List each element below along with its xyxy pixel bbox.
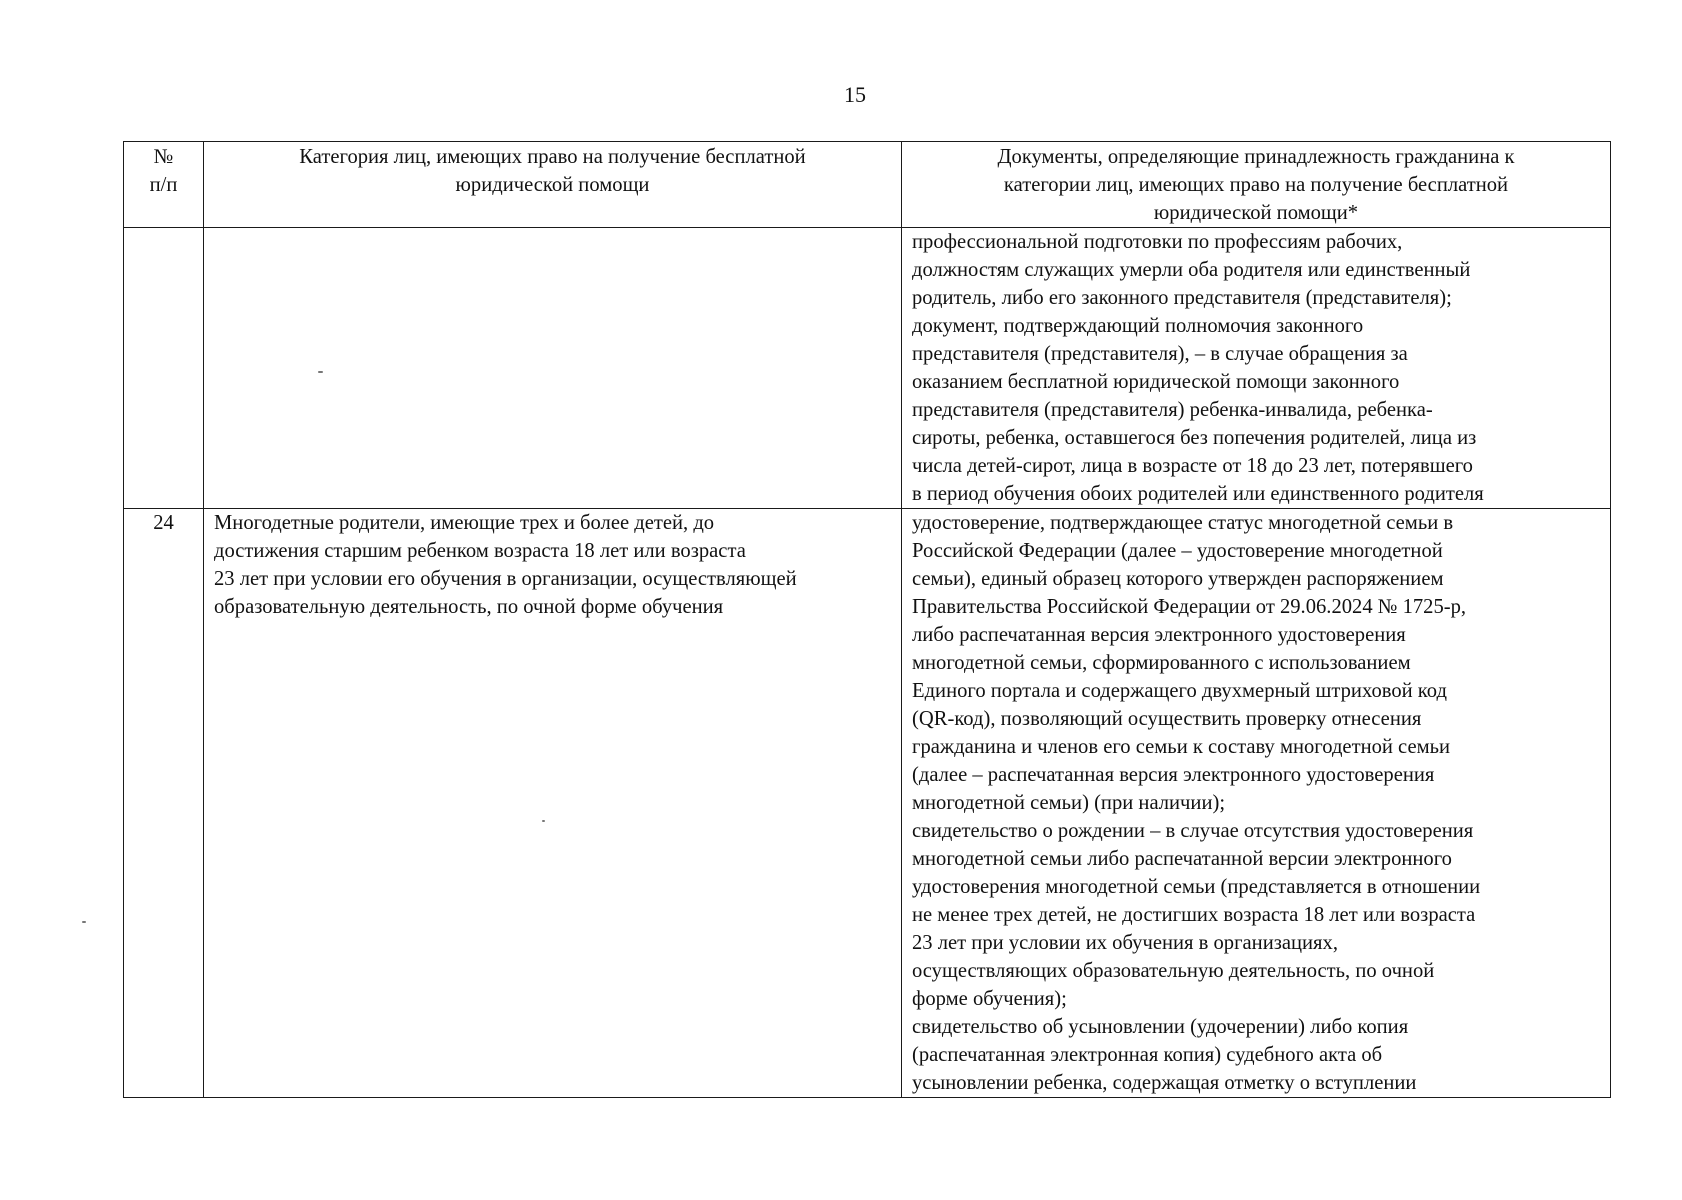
documents-line: Правительства Российской Федерации от 29.06.2024 № 1725-р, <box>912 596 1467 618</box>
documents-line: не менее трех детей, не достигших возраста 18 лет или возраста <box>912 904 1476 926</box>
documents-line: (далее – распечатанная версия электронного удостоверения <box>912 764 1435 786</box>
documents-line: (распечатанная электронная копия) судебного акта об <box>912 1044 1383 1066</box>
category-line: достижения старшим ребенком возраста 18 лет или возраста <box>214 540 746 562</box>
documents-line: профессиональной подготовки по профессиям рабочих, <box>912 231 1403 253</box>
table-header-row <box>124 142 1611 228</box>
table-row <box>124 509 1611 1098</box>
documents-line: гражданина и членов его семьи к составу многодетной семьи <box>912 736 1451 758</box>
documents-line: свидетельство об усыновлении (удочерении) либо копия <box>912 1016 1409 1038</box>
row-category <box>204 228 902 509</box>
header-number <box>124 142 204 228</box>
documents-line: числа детей-сирот, лица в возрасте от 18 до 23 лет, потерявшего <box>912 455 1473 477</box>
header-documents <box>902 142 1611 228</box>
documents-line: документ, подтверждающий полномочия законного <box>912 315 1364 337</box>
documents-line: удостоверение, подтверждающее статус многодетной семьи в <box>912 512 1454 534</box>
documents-line: в период обучения обоих родителей или единственного родителя <box>912 483 1484 505</box>
documents-line: многодетной семьи либо распечатанной версии электронного <box>912 848 1452 870</box>
documents-line: свидетельство о рождении – в случае отсутствия удостоверения <box>912 820 1474 842</box>
row-number <box>124 228 204 509</box>
documents-line: 23 лет при условии их обучения в организациях, <box>912 932 1338 954</box>
documents-line: осуществляющих образовательную деятельность, по очной <box>912 960 1435 982</box>
documents-line: многодетной семьи) (при наличии); <box>912 792 1226 814</box>
row-documents <box>902 228 1611 509</box>
documents-line: родитель, либо его законного представителя (представителя); <box>912 287 1452 309</box>
header-documents-line: категории лиц, имеющих право на получение бесплатной <box>1003 174 1509 196</box>
header-documents-line: юридической помощи* <box>1153 202 1359 224</box>
documents-line: оказанием бесплатной юридической помощи законного <box>912 371 1400 393</box>
documents-line: удостоверения многодетной семьи (представляется в отношении <box>912 876 1481 898</box>
category-line: 23 лет при условии его обучения в организации, осуществляющей <box>214 568 797 590</box>
scan-speck <box>542 820 545 822</box>
header-category-line: юридической помощи <box>455 174 650 196</box>
category-line: Многодетные родители, имеющие трех и более детей, до <box>214 512 715 534</box>
documents-line: (QR-код), позволяющий осуществить проверку отнесения <box>912 708 1422 730</box>
row-documents <box>902 509 1611 1098</box>
category-line: образовательную деятельность, по очной форме обучения <box>214 596 724 618</box>
documents-line: Единого портала и содержащего двухмерный штриховой код <box>912 680 1447 702</box>
header-documents-line: Документы, определяющие принадлежность гражданина к <box>997 146 1515 168</box>
table-row <box>124 228 1611 509</box>
documents-line: должностям служащих умерли оба родителя или единственный <box>912 259 1471 281</box>
documents-line: усыновлении ребенка, содержащая отметку о вступлении <box>912 1072 1417 1094</box>
header-number-line: № <box>153 146 174 168</box>
page-number: 15 <box>844 82 866 107</box>
documents-line: представителя (представителя), – в случае обращения за <box>912 343 1408 365</box>
header-category-line: Категория лиц, имеющих право на получение бесплатной <box>299 146 806 168</box>
header-category <box>204 142 902 228</box>
scan-speck <box>82 921 86 923</box>
row-number: 24 <box>124 509 204 1098</box>
documents-line: Российской Федерации (далее – удостоверение многодетной <box>912 540 1443 562</box>
documents-line: представителя (представителя) ребенка-инвалида, ребенка- <box>912 399 1433 421</box>
header-number-line: п/п <box>149 174 178 196</box>
scan-speck <box>318 371 323 373</box>
documents-line: семьи), единый образец которого утвержден распоряжением <box>912 568 1444 590</box>
legal-aid-table <box>123 141 1611 1098</box>
row-category <box>204 509 902 1098</box>
documents-line: многодетной семьи, сформированного с использованием <box>912 652 1411 674</box>
documents-line: либо распечатанная версия электронного удостоверения <box>912 624 1406 646</box>
documents-line: форме обучения); <box>912 988 1067 1010</box>
documents-line: сироты, ребенка, оставшегося без попечения родителей, лица из <box>912 427 1477 449</box>
